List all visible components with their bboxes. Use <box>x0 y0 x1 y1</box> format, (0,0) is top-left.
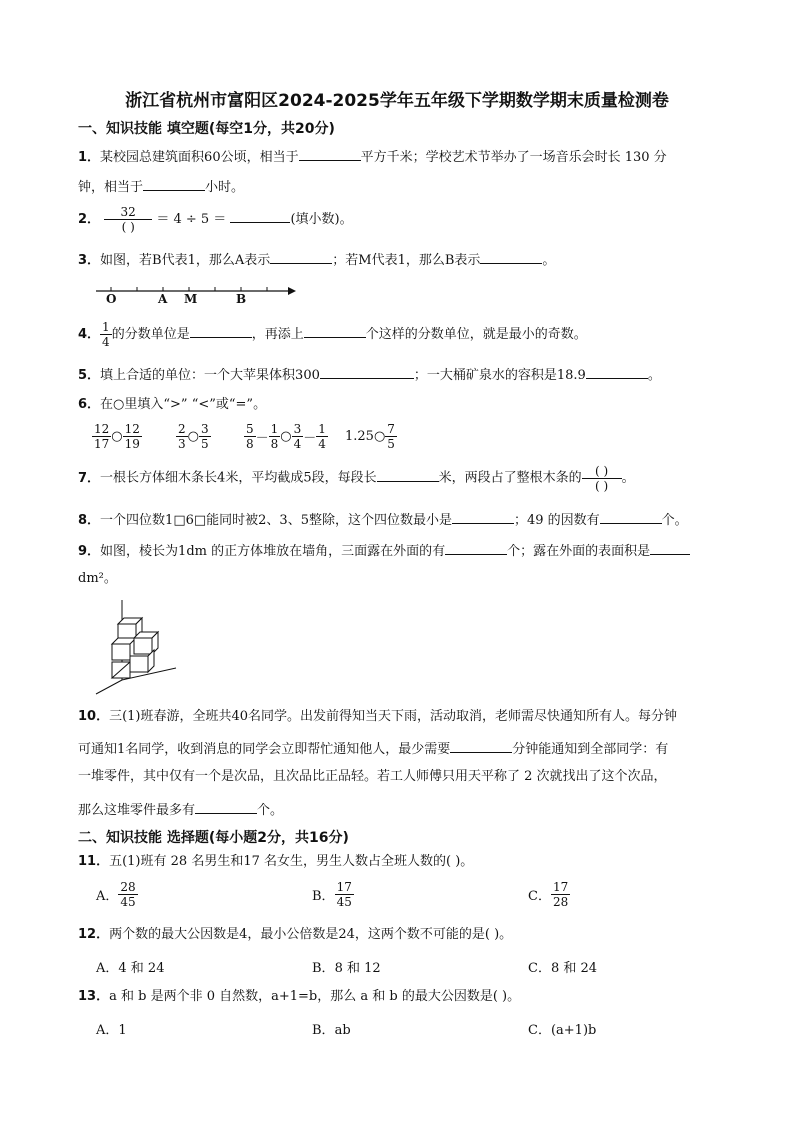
fraction <box>104 205 152 234</box>
option-b[interactable] <box>312 1019 351 1038</box>
minus-sign: － <box>303 431 317 446</box>
question-text: ；一大桶矿泉水的容积是18.9 <box>413 368 586 383</box>
option-key: A． <box>96 961 119 976</box>
compare-item-4 <box>345 422 397 451</box>
question-10-line-4 <box>78 799 283 820</box>
compare-circle[interactable]: ○ <box>111 429 123 444</box>
cube-stack-figure <box>92 598 182 698</box>
denominator: ( ) <box>595 479 609 493</box>
section-fill-in-title: 一、知识技能 填空题(每空1分，共20分) <box>78 121 335 137</box>
option-key: B． <box>312 1023 335 1038</box>
option-c[interactable] <box>528 957 597 976</box>
section-choice-title: 二、知识技能 选择题(每小题2分，共16分) <box>78 830 349 846</box>
option-a[interactable] <box>96 880 138 909</box>
compare-item-3 <box>244 422 328 451</box>
question-text: ，再添上 <box>251 327 304 342</box>
numerator: 12 <box>94 422 110 436</box>
question-text: 一根长方体细木条长4米，平均截成5段，每段长 <box>100 470 377 486</box>
question-text: 个。 <box>257 803 284 818</box>
option-key: A． <box>96 889 119 904</box>
answer-blank[interactable] <box>600 509 662 524</box>
number-line-label-m: M <box>184 292 198 306</box>
answer-blank[interactable] <box>480 249 542 264</box>
answer-blank[interactable] <box>143 176 205 191</box>
question-7 <box>78 464 635 493</box>
question-text: 一堆零件，其中仅有一个是次品，且次品比正品轻。若工人师傅只用天平称了 2 次就找出了这个次品， <box>78 769 667 784</box>
question-text: 如图，棱长为1dm 的正方体堆放在墙角，三面露在外面的有 <box>100 544 446 559</box>
numerator: 1 <box>318 422 326 436</box>
question-4 <box>78 320 587 349</box>
question-8 <box>78 509 688 530</box>
option-key: C． <box>528 961 551 976</box>
question-text: (填小数)。 <box>290 212 353 227</box>
option-b[interactable] <box>312 957 381 976</box>
number-line-label-o: O <box>106 292 117 306</box>
compare-item-2 <box>176 422 211 451</box>
question-number: 12． <box>78 927 110 942</box>
question-text: 钟，相当于 <box>78 180 144 195</box>
option-text: 1 <box>118 1023 127 1038</box>
option-key: A． <box>96 1023 119 1038</box>
option-key: C． <box>528 1023 551 1038</box>
question-text: a 和 b 是两个非 0 自然数，a+1=b，那么 a 和 b 的最大公因数是( )。 <box>109 989 521 1004</box>
answer-blank[interactable] <box>190 323 252 338</box>
number-line-label-a: A <box>158 292 168 306</box>
question-text: 小时。 <box>205 180 245 195</box>
question-number: 3． <box>78 253 101 268</box>
compare-left-value: 1.25○ <box>345 429 386 444</box>
question-1-line-1 <box>78 146 667 167</box>
compare-item-1 <box>92 422 142 451</box>
question-number: 13． <box>78 989 110 1004</box>
numerator: 32 <box>104 205 152 220</box>
question-number: 9． <box>78 544 101 559</box>
question-text: 填上合适的单位：一个大苹果体积300 <box>100 368 320 383</box>
option-text: (a+1)b <box>550 1023 597 1038</box>
question-text: 五(1)班有 28 名男生和17 名女生，男生人数占全班人数的( )。 <box>109 854 474 869</box>
numerator: 28 <box>120 880 136 894</box>
question-text: 两个数的最大公因数是4，最小公倍数是24，这两个数不可能的是( )。 <box>109 927 513 942</box>
question-text: 三(1)班春游，全班共40名同学。出发前得知当天下雨，活动取消，老师需尽快通知所有人。每分钟 <box>109 709 678 724</box>
denominator: 28 <box>552 895 569 909</box>
question-number: 2． <box>78 212 101 227</box>
answer-blank[interactable] <box>320 364 414 379</box>
denominator: 8 <box>246 437 254 451</box>
question-1-line-2 <box>78 176 244 197</box>
cube-stack <box>96 600 176 694</box>
numerator: 12 <box>124 422 140 436</box>
denominator: 17 <box>94 437 110 451</box>
denominator: 19 <box>124 437 140 451</box>
question-6 <box>78 396 266 414</box>
question-11 <box>78 853 473 871</box>
numerator: 2 <box>178 422 186 436</box>
denominator: ( ) <box>121 220 135 234</box>
answer-blank[interactable] <box>452 509 514 524</box>
option-a[interactable] <box>96 1019 127 1038</box>
question-10-line-2 <box>78 738 668 759</box>
option-key: B． <box>312 961 335 976</box>
question-text: 个这样的分数单位，就是最小的奇数。 <box>365 327 587 342</box>
question-text: 。 <box>621 470 635 486</box>
denominator: 4 <box>293 437 302 451</box>
question-text: 在○里填入“>” “<”或“=”。 <box>100 397 267 412</box>
question-text: 某校园总建筑面积60公顷，相当于 <box>100 150 299 165</box>
question-number: 11． <box>78 854 110 869</box>
answer-blank[interactable] <box>445 540 507 555</box>
question-10-line-1 <box>78 708 677 726</box>
answer-blank[interactable] <box>195 799 257 814</box>
question-9-line-2 <box>78 570 117 588</box>
option-text: 8 和 24 <box>550 961 598 976</box>
question-text: 如图，若B代表1，那么A表示 <box>100 253 271 268</box>
denominator: 8 <box>270 437 279 451</box>
question-text: 可通知1名同学，收到消息的同学会立即帮忙通知他人，最少需要 <box>78 742 451 757</box>
question-text: 个。 <box>661 513 688 528</box>
answer-fraction[interactable] <box>582 464 622 493</box>
option-a[interactable] <box>96 957 164 976</box>
question-text: 一个四位数1□6□能同时被2、3、5整除，这个四位数最小是 <box>100 513 452 528</box>
numerator: 1 <box>270 422 279 436</box>
numerator: ( ) <box>582 464 622 479</box>
number-line-label-b: B <box>236 292 247 306</box>
question-text: 个；露在外面的表面积是 <box>507 544 651 559</box>
option-key: B． <box>312 889 335 904</box>
question-text: 分钟能通知到全部同学：有 <box>512 742 669 757</box>
answer-blank[interactable] <box>304 323 366 338</box>
question-number: 6． <box>78 397 101 412</box>
numerator: 3 <box>293 422 302 436</box>
option-key: C． <box>528 889 551 904</box>
numerator: 17 <box>552 880 569 894</box>
fraction <box>100 320 112 349</box>
question-number: 8． <box>78 513 101 528</box>
question-9-line-1 <box>78 540 690 561</box>
compare-circle[interactable]: ○ <box>280 429 292 444</box>
answer-blank[interactable] <box>230 208 290 223</box>
denominator: 4 <box>102 335 110 349</box>
denominator: 45 <box>336 895 352 909</box>
question-text: 。 <box>542 253 556 268</box>
numerator: 5 <box>246 422 254 436</box>
question-text: ；49 的因数有 <box>513 513 600 528</box>
numerator: 1 <box>102 320 110 334</box>
denominator: 5 <box>387 437 395 451</box>
numerator: 7 <box>387 422 395 436</box>
answer-blank[interactable] <box>270 249 332 264</box>
denominator: 5 <box>200 437 209 451</box>
question-12 <box>78 926 512 944</box>
question-3 <box>78 249 555 270</box>
option-c[interactable] <box>528 1019 596 1038</box>
numerator: 3 <box>200 422 209 436</box>
option-text: 4 和 24 <box>118 961 165 976</box>
compare-circle[interactable]: ○ <box>187 429 199 444</box>
option-text: ab <box>334 1023 351 1038</box>
denominator: 3 <box>178 437 186 451</box>
question-text: ＝ 4 ÷ 5 ＝ <box>156 212 227 227</box>
question-number: 5． <box>78 368 101 383</box>
question-number: 10． <box>78 709 110 724</box>
question-text: dm²。 <box>78 571 117 586</box>
answer-blank[interactable] <box>650 540 690 555</box>
page-title: 浙江省杭州市富阳区2024-2025学年五年级下学期数学期末质量检测卷 <box>125 91 669 111</box>
question-text: 那么这堆零件最多有 <box>78 803 196 818</box>
option-text: 8 和 12 <box>334 961 381 976</box>
option-c[interactable] <box>528 880 570 909</box>
question-text: 。 <box>647 368 661 383</box>
question-5 <box>78 364 661 385</box>
question-10-line-3 <box>78 768 667 786</box>
denominator: 45 <box>120 895 136 909</box>
question-number: 7． <box>78 471 101 486</box>
option-b[interactable] <box>312 880 354 909</box>
numerator: 17 <box>336 880 352 894</box>
question-text: ；若M代表1，那么B表示 <box>332 253 481 268</box>
question-2 <box>78 205 353 234</box>
answer-blank[interactable] <box>299 146 361 161</box>
question-text: 米，两段占了整根木条的 <box>438 470 582 486</box>
minus-sign: － <box>255 431 269 446</box>
answer-blank[interactable] <box>586 364 648 379</box>
question-number: 4． <box>78 327 101 342</box>
question-text: 平方千米；学校艺术节举办了一场音乐会时长 130 分 <box>360 150 667 165</box>
question-text: 的分数单位是 <box>111 327 190 342</box>
answer-blank[interactable] <box>377 467 439 482</box>
arrow-icon <box>288 287 296 295</box>
question-number: 1． <box>78 150 101 165</box>
denominator: 4 <box>318 437 326 451</box>
question-13 <box>78 988 520 1006</box>
answer-blank[interactable] <box>450 738 512 753</box>
